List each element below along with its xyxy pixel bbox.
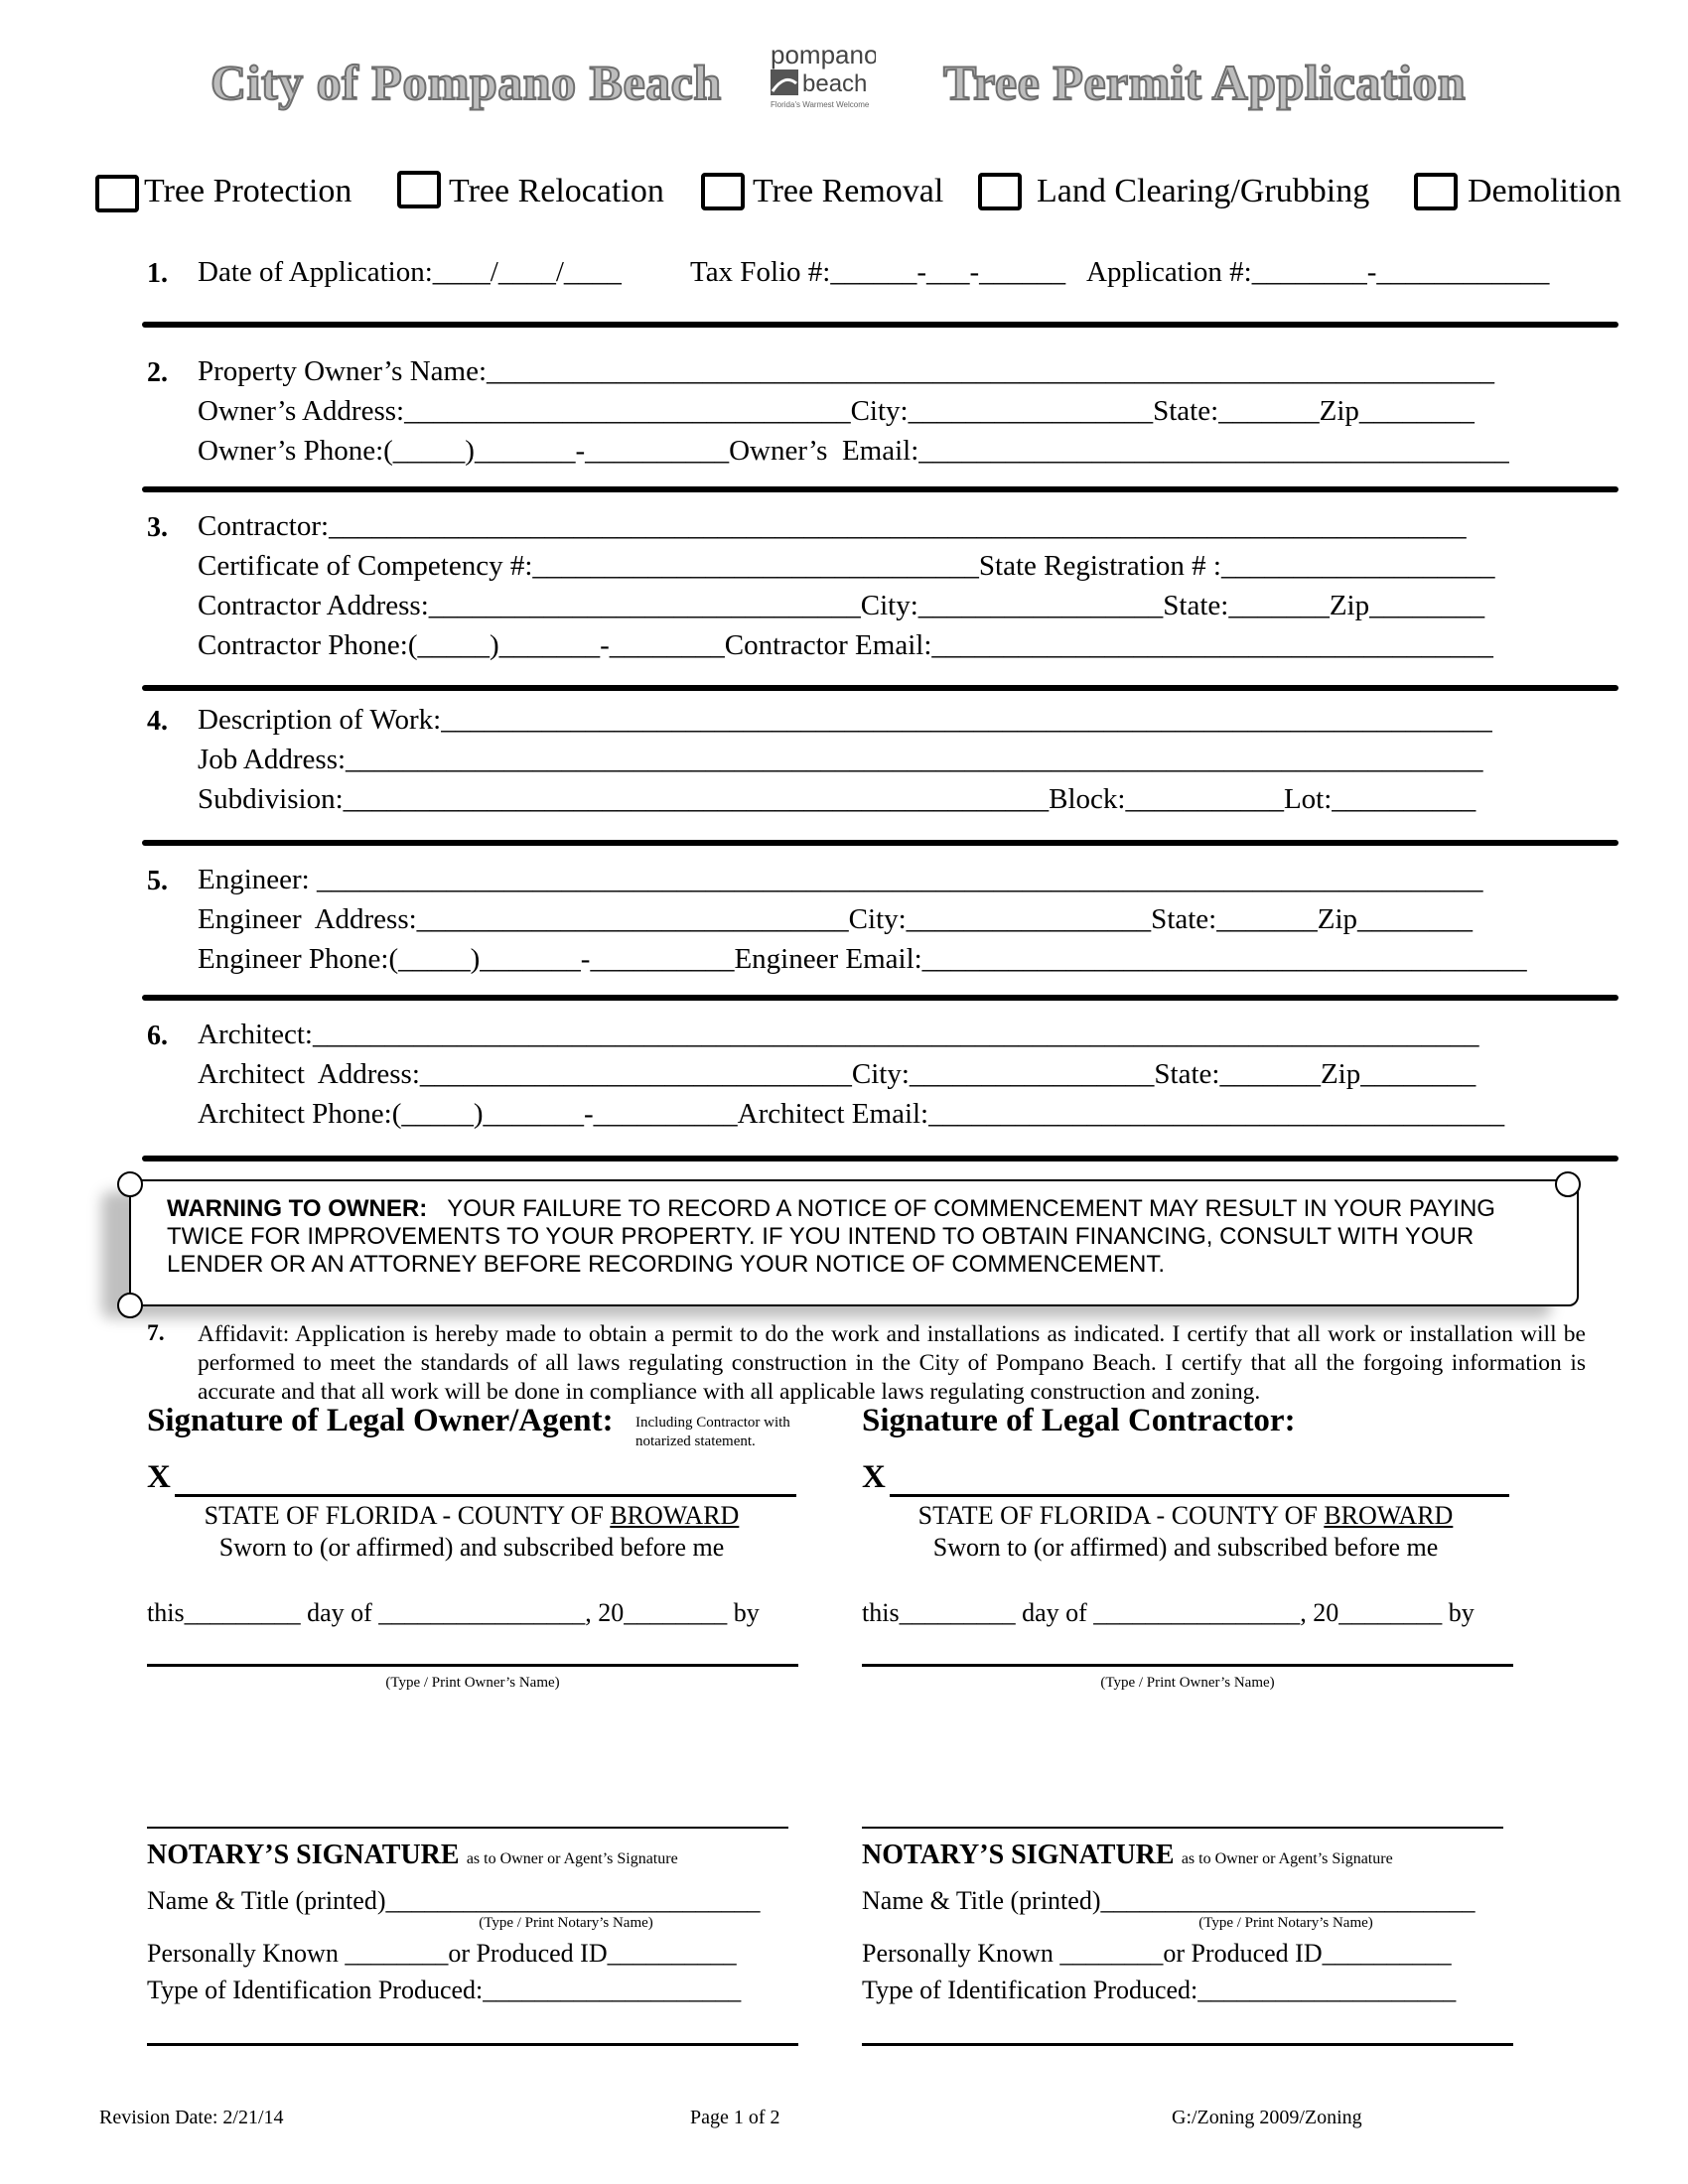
contractor-county: BROWARD	[1324, 1501, 1454, 1530]
owner-signature-note-1: Including Contractor with	[635, 1415, 790, 1431]
contractor-personally-known-field[interactable]: Personally Known ________or Produced ID__________	[862, 1939, 1452, 1968]
certificate-registration-field[interactable]: Certificate of Competency #:_______________________________State Registration # :___________________	[198, 550, 1495, 582]
application-number-field[interactable]: Application #:________-____________	[1086, 256, 1550, 288]
land-clearing-checkbox[interactable]	[978, 173, 1022, 210]
demolition-checkbox[interactable]	[1414, 173, 1458, 210]
contractor-print-name-caption: (Type / Print Owner’s Name)	[1100, 1675, 1275, 1691]
owner-signature-heading: Signature of Legal Owner/Agent:	[147, 1403, 614, 1438]
contractor-this-day-field[interactable]: this_________ day of ________________, 20________ by	[862, 1598, 1475, 1627]
owner-x-mark: X	[147, 1459, 171, 1495]
contractor-id-type-field[interactable]: Type of Identification Produced:____________________	[862, 1976, 1457, 2004]
contractor-notary-signature	[862, 1839, 1393, 1871]
owner-print-name-caption: (Type / Print Owner’s Name)	[385, 1675, 560, 1691]
warning-text	[167, 1195, 1557, 1279]
section-divider	[142, 685, 1618, 691]
tree-relocation-checkbox[interactable]	[397, 171, 441, 208]
land-clearing-label: Land Clearing/Grubbing	[1037, 173, 1370, 209]
demolition-label: Demolition	[1468, 173, 1621, 209]
contractor-notary-caption: (Type / Print Notary’s Name)	[1198, 1915, 1373, 1931]
contractor-bottom-line	[862, 2043, 1513, 2046]
tree-removal-label: Tree Removal	[753, 173, 944, 209]
section-3-number: 3.	[147, 512, 168, 543]
owner-state-county: STATE OF FLORIDA - COUNTY OF BROWARD	[204, 1501, 740, 1530]
tax-folio-field[interactable]: Tax Folio #:______-___-______	[690, 256, 1066, 288]
section-4-number: 4.	[147, 706, 168, 737]
revision-date: Revision Date: 2/21/14	[99, 2107, 284, 2128]
contractor-phone-email-field[interactable]: Contractor Phone:(_____)_______-________Contractor Email:_______________________________________	[198, 629, 1493, 661]
contractor-x-mark: X	[862, 1459, 886, 1495]
property-owner-name-field[interactable]: Property Owner’s Name:______________________________________________________________________	[198, 355, 1495, 387]
contractor-notary-note: as to Owner or Agent’s Signature	[1181, 1850, 1393, 1867]
logo-tagline: Florida's Warmest Welcome	[771, 100, 870, 109]
owner-address-field[interactable]: Owner’s Address:_______________________________City:_________________State:_______Zip________	[198, 395, 1475, 427]
owner-notary-note: as to Owner or Agent’s Signature	[466, 1850, 678, 1867]
section-divider	[142, 995, 1618, 1001]
page-number: Page 1 of 2	[690, 2107, 780, 2128]
file-path: G:/Zoning 2009/Zoning	[1172, 2107, 1362, 2128]
owner-print-name-line[interactable]	[147, 1664, 798, 1667]
section-5-number: 5.	[147, 866, 168, 896]
contractor-signature-line[interactable]	[890, 1494, 1509, 1497]
job-address-field[interactable]: Job Address:_______________________________________________________________________________	[198, 744, 1483, 775]
section-divider	[142, 322, 1618, 328]
owner-personally-known-field[interactable]: Personally Known ________or Produced ID__________	[147, 1939, 737, 1968]
contractor-notary-signature-line[interactable]	[862, 1827, 1503, 1829]
warning-box	[129, 1179, 1579, 1306]
owner-notary-signature	[147, 1839, 678, 1871]
logo-text-bottom: beach	[802, 70, 868, 97]
form-title: Tree Permit Application	[943, 55, 1467, 110]
engineer-phone-email-field[interactable]: Engineer Phone:(_____)_______-__________Engineer Email:__________________________________________	[198, 943, 1527, 975]
contractor-field[interactable]: Contractor:_______________________________________________________________________________	[198, 510, 1467, 542]
description-of-work-field[interactable]: Description of Work:_________________________________________________________________________	[198, 704, 1492, 736]
engineer-address-field[interactable]: Engineer Address:______________________________City:_________________State:_______Zip________	[198, 903, 1474, 935]
scroll-curl-icon	[1555, 1171, 1581, 1197]
architect-phone-email-field[interactable]: Architect Phone:(_____)_______-__________Architect Email:________________________________________	[198, 1098, 1505, 1130]
subdivision-block-lot-field[interactable]: Subdivision:_________________________________________________Block:___________Lot:__________	[198, 783, 1477, 815]
city-title: City of Pompano Beach	[211, 55, 722, 110]
section-divider	[142, 840, 1618, 846]
tree-relocation-label: Tree Relocation	[449, 173, 664, 209]
section-1-number: 1.	[147, 258, 168, 289]
owner-signature-note-2: notarized statement.	[635, 1433, 756, 1449]
owner-notary-name-title-field[interactable]: Name & Title (printed)_____________________________	[147, 1886, 761, 1915]
tree-protection-label: Tree Protection	[144, 173, 352, 209]
contractor-state-county: STATE OF FLORIDA - COUNTY OF BROWARD	[917, 1501, 1454, 1530]
owner-notary-signature-line[interactable]	[147, 1827, 788, 1829]
section-divider	[142, 486, 1618, 492]
section-2-number: 2.	[147, 357, 168, 388]
owner-county: BROWARD	[610, 1501, 740, 1530]
scroll-curl-icon	[117, 1171, 143, 1197]
owner-phone-email-field[interactable]: Owner’s Phone:(_____)_______-__________Owner’s Email:_________________________________________	[198, 435, 1509, 467]
pompano-beach-logo	[767, 40, 876, 111]
contractor-sworn-text: Sworn to (or affirmed) and subscribed before me	[932, 1533, 1439, 1562]
section-7-number: 7.	[147, 1320, 165, 1346]
section-6-number: 6.	[147, 1021, 168, 1051]
logo-text-top: pompano	[771, 40, 876, 69]
architect-address-field[interactable]: Architect Address:______________________________City:_________________State:_______Zip________	[198, 1058, 1477, 1090]
owner-notary-heading: NOTARY’S SIGNATURE	[147, 1840, 460, 1870]
owner-sworn-text: Sworn to (or affirmed) and subscribed before me	[218, 1533, 725, 1562]
contractor-notary-heading: NOTARY’S SIGNATURE	[862, 1840, 1175, 1870]
date-of-application-field[interactable]: Date of Application:____/____/____	[198, 256, 622, 288]
owner-id-type-field[interactable]: Type of Identification Produced:____________________	[147, 1976, 742, 2004]
engineer-field[interactable]: Engineer: _________________________________________________________________________________	[198, 864, 1483, 895]
section-divider	[142, 1156, 1618, 1161]
architect-field[interactable]: Architect:_________________________________________________________________________________	[198, 1019, 1479, 1050]
contractor-address-field[interactable]: Contractor Address:______________________________City:_________________State:_______Zip________	[198, 590, 1485, 621]
contractor-print-name-line[interactable]	[862, 1664, 1513, 1667]
affidavit-text: Affidavit: Application is hereby made to obtain a permit to do the work and installations as indicated. I certify that all work or installation will be performed to meet the standards of all laws regulating construction in the City of Pompano Beach. I certify that all the forgoing information is accurate and that all work will be done in compliance with all applicable laws regulating construction and zoning.	[198, 1321, 1586, 1405]
contractor-signature-heading: Signature of Legal Contractor:	[862, 1403, 1296, 1438]
tree-removal-checkbox[interactable]	[701, 173, 745, 210]
tree-protection-checkbox[interactable]	[95, 175, 139, 212]
warning-label: WARNING TO OWNER:	[167, 1195, 428, 1222]
contractor-notary-name-title-field[interactable]: Name & Title (printed)_____________________________	[862, 1886, 1476, 1915]
owner-signature-line[interactable]	[175, 1494, 796, 1497]
owner-notary-caption: (Type / Print Notary’s Name)	[479, 1915, 653, 1931]
warning-body: YOUR FAILURE TO RECORD A NOTICE OF COMMENCEMENT MAY RESULT IN YOUR PAYING TWICE FOR IMPROVEMENTS TO YOUR PROPERTY. IF YOU INTEND TO OBTAIN FINANCING, CONSULT WITH YOUR LENDER OR AN ATTORNEY BEFORE RECORDING YOUR NOTICE OF COMMENCEMENT.	[167, 1195, 1495, 1278]
owner-bottom-line	[147, 2043, 798, 2046]
owner-this-day-field[interactable]: this_________ day of ________________, 20________ by	[147, 1598, 760, 1627]
scroll-curl-icon	[117, 1293, 143, 1318]
